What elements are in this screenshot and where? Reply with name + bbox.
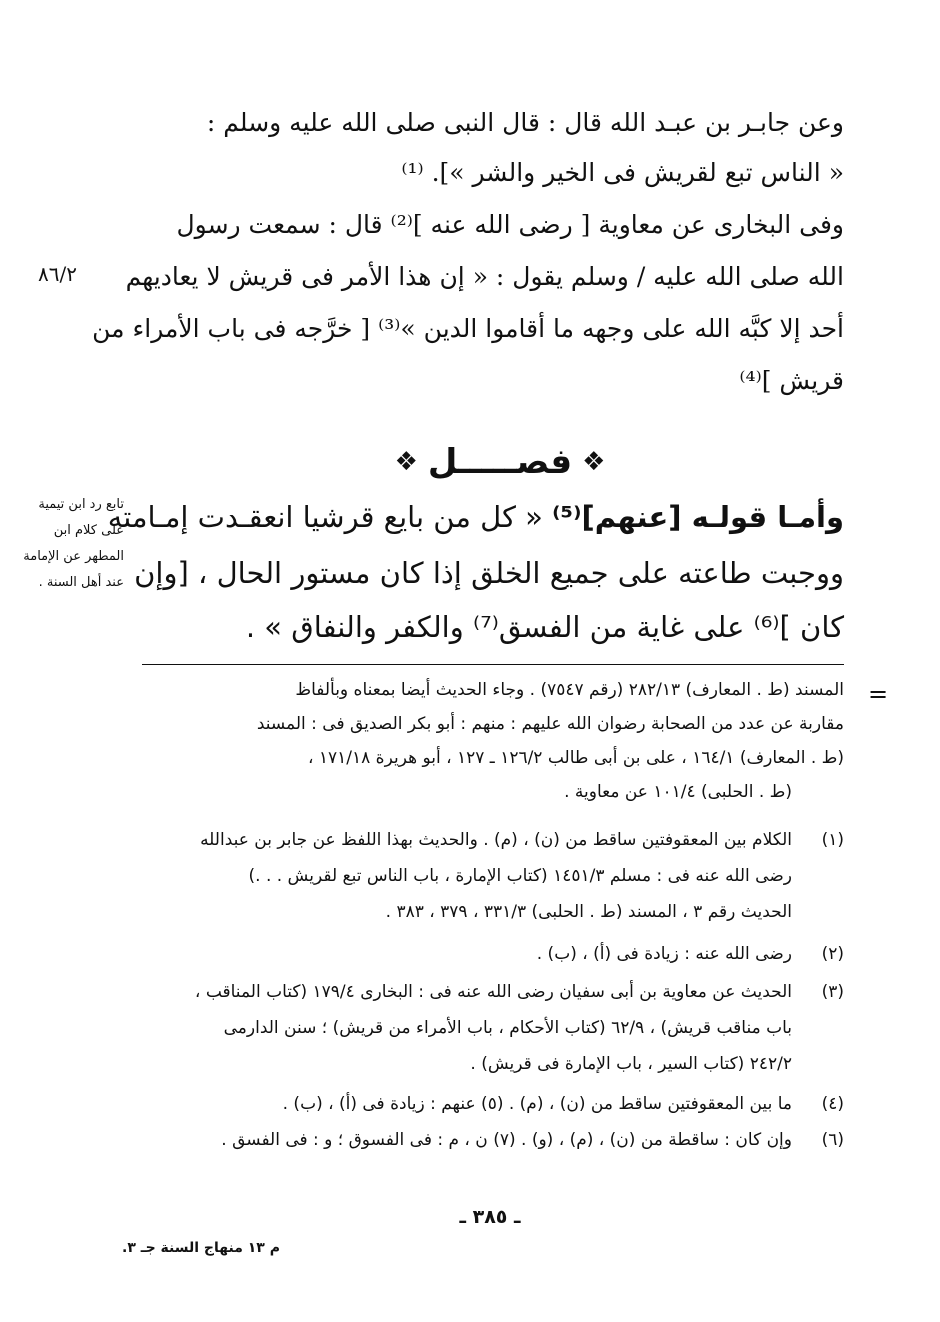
body-line-3: وفى البخارى عن معاوية [ رضى الله عنه ]⁽²⁾ قال : سمعت رسول	[176, 210, 844, 239]
footnote-line: رضى الله عنه فى : مسلم ١٤٥١/٣ (كتاب الإمارة ، باب الناس تبع لقريش . . .)	[248, 866, 792, 886]
section-line-3-rest: كان ]⁽⁶⁾ على غاية من الفسق⁽⁷⁾ والكفر والنفاق » .	[245, 610, 844, 644]
section-line-2	[134, 556, 844, 590]
footnote-line: الحديث عن معاوية بن أبى سفيان رضى الله عنه فى : البخارى ١٧٩/٤ (كتاب المناقب ،	[194, 982, 792, 1002]
margin-side-note: تابع رد ابن تيمية على كلام ابن المطهر عن الإمامة عند أهل السنة .	[23, 497, 124, 590]
section-line-1-lead: وأمـا قولـه [عنهم]⁽⁵⁾	[552, 500, 844, 534]
footnote-line: باب مناقب قريش) ، ٦٢/٩ (كتاب الأحكام ، باب الأمراء من قريش) ؛ سنن الدارمى	[223, 1018, 792, 1038]
section-line-3	[138, 610, 844, 644]
footnote-continuation-line: (ط . الحلبى) ١٠١/٤ عن معاوية .	[564, 782, 792, 802]
body-line-4: الله صلى الله عليه / وسلم يقول : « إن هذا الأمر فى قريش لا يعاديهم	[125, 262, 844, 291]
footnote-number: (٣)	[821, 982, 844, 1002]
footnote-number: (٢)	[821, 944, 844, 964]
footnote-line: وإن كان : ساقطة من (ن) ، (م) ، (و) . (٧) ن ، م : فى الفسوق ؛ و : فى الفسق .	[221, 1130, 792, 1150]
footnote-line: ٢٤٢/٢ (كتاب السير ، باب الإمارة فى قريش) .	[470, 1054, 792, 1074]
body-line-5: أحد إلا كبَّه الله على وجهه ما أقاموا الدين »⁽³⁾ [ خرَّجه فى باب الأمراء من	[92, 314, 844, 343]
section-heading-block	[380, 430, 620, 494]
section-line-1	[107, 500, 844, 534]
footnote-line: ما بين المعقوفتين ساقط من (ن) ، (م) . (٥) عنهم : زيادة فى (أ) ، (ب) .	[282, 1094, 792, 1114]
ornament-right-icon: ❖	[582, 447, 606, 477]
footnote-number: (٤)	[821, 1094, 844, 1114]
body-line-1: وعن جابـر بن عبـد الله قال : قال النبى صلى الله عليه وسلم :	[206, 108, 844, 137]
footnote-divider	[142, 664, 844, 665]
footnote-number: (٦)	[821, 1130, 844, 1150]
printer-signature-mark: م ١٣ منهاج السنة جـ ٣.	[122, 1240, 280, 1256]
body-line-2: « الناس تبع لقريش فى الخير والشر »]. ⁽¹⁾	[401, 158, 844, 187]
footnote-line: رضى الله عنه : زيادة فى (أ) ، (ب) .	[536, 944, 792, 964]
footnote-continuation-line: المسند (ط . المعارف) ٢٨٢/١٣ (رقم ٧٥٤٧) . وجاء الحديث أيضا بمعناه وبألفاظ	[295, 680, 844, 700]
footnote-continuation-line: مقاربة عن عدد من الصحابة رضوان الله عليهم : منهم : أبو بكر الصديق فى : المسند	[256, 714, 844, 734]
footnote-number: (١)	[821, 830, 844, 850]
ornament-left-icon: ❖	[394, 447, 418, 477]
section-line-2-rest: ووجبت طاعته على جميع الخلق إذا كان مستور الحال ، [وإن	[134, 556, 844, 590]
section-heading: فصـــــل	[427, 442, 573, 482]
body-line-6: قريش ]⁽⁴⁾	[739, 366, 844, 395]
footnote-line: الحديث رقم ٣ ، المسند (ط . الحلبى) ٣٣١/٣ ، ٣٧٩ ، ٣٨٣ .	[385, 902, 792, 922]
footnote-continuation-mark: =	[868, 680, 889, 708]
footnote-continuation-line: (ط . المعارف) ١٦٤/١ ، على بن أبى طالب ١٢٦/٢ ـ ١٢٧ ، أبو هريرة ١٧١/١٨ ،	[308, 748, 844, 768]
footnote-line: الكلام بين المعقوفتين ساقط من (ن) ، (م) . والحديث بهذا اللفظ عن جابر بن عبدالله	[200, 830, 792, 850]
margin-page-reference: ٨٦/٢	[38, 262, 77, 286]
page-number: ـ ٣٨٥ ـ	[459, 1206, 521, 1228]
section-line-1-rest: « كل من بايع قرشيا انعقـدت إمـامته	[107, 500, 553, 534]
